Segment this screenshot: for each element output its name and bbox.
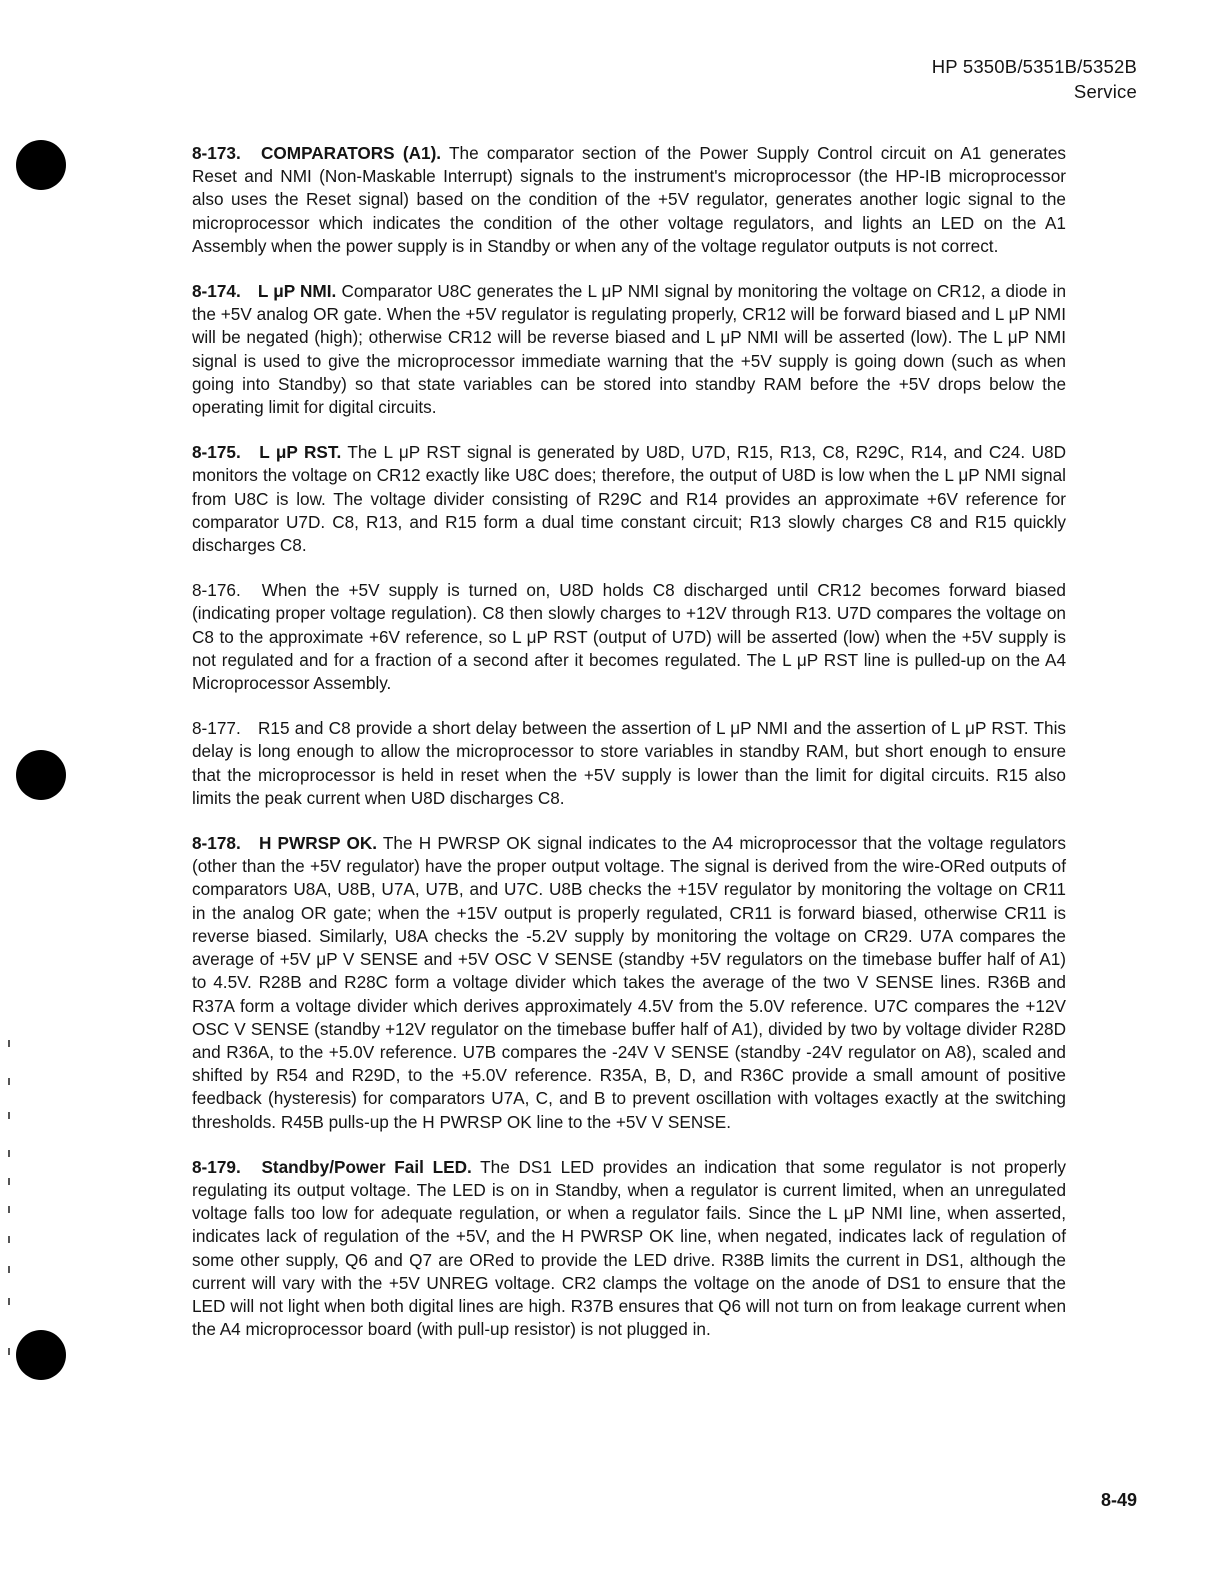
- paragraph-8-177: [192, 717, 1066, 810]
- paragraph-number: 8-177.: [192, 718, 241, 739]
- paragraph-title: H PWRSP OK.: [258, 833, 378, 854]
- paragraph-number: 8-175.: [192, 442, 241, 463]
- binder-hole: [16, 750, 66, 800]
- paragraph-number: 8-179.: [192, 1156, 241, 1177]
- margin-mark: [8, 1040, 10, 1047]
- binder-hole: [16, 140, 66, 190]
- page-header: [932, 54, 1137, 104]
- paragraph-8-179: [192, 1156, 1066, 1342]
- paragraph-text: The L μP RST signal is generated by U8D, U7D, R15, R13, C8, R29C, R14, and C24. U8D monitors the voltage on CR12 exactly like U8C does; therefore, the output of U8D is low when the L μP NMI signal from U8C is low. The voltage divider consisting of R29C and R14 provides an approximate +6V reference for comparator U7D. C8, R13, and R15 form a dual time constant circuit; R13 slowly charges C8 and R15 quickly discharges C8.: [192, 442, 1066, 556]
- binder-hole: [16, 1330, 66, 1380]
- paragraph-text: The DS1 LED provides an indication that some regulator is not properly regulating its output voltage. The LED is on in Standby, when a regulator is current limited, when an unregulated voltage falls too low for adequate regulation, or when a regulator fails. Since the L μP NMI line, when asserted, indicates lack of regulation of the +5V, and the H PWRSP OK line, when negated, indicates lack of regulation of some other supply, Q6 and Q7 are ORed to provide the LED drive. R38B limits the current in DS1, although the current will vary with the +5V UNREG voltage. CR2 clamps the voltage on the anode of DS1 to ensure that the LED will not light when both digital lines are high. R37B ensures that Q6 will not turn on from leakage current when the A4 microprocessor board (with pull-up resistor) is not plugged in.: [192, 1156, 1066, 1340]
- paragraph-title: COMPARATORS (A1).: [260, 143, 442, 163]
- paragraph-number: 8-176.: [192, 580, 241, 601]
- margin-mark: [8, 1178, 10, 1185]
- paragraph-number: 8-178.: [192, 833, 241, 854]
- margin-mark: [8, 1112, 10, 1119]
- paragraph-title: L μP RST.: [259, 442, 342, 463]
- margin-mark: [8, 1150, 10, 1157]
- paragraph-8-175: [192, 441, 1066, 557]
- paragraph-text: When the +5V supply is turned on, U8D holds C8 discharged until CR12 becomes forward biased (indicating proper voltage regulation). C8 then slowly charges to +12V through R13. U7D compares the voltage on C8 to the approximate +6V reference, so L μP RST (output of U7D) will be asserted (low) when the +5V supply is not regulated and for a fraction of a second after it becomes regulated. The L μP RST line is pulled-up on the A4 Microprocessor Assembly.: [192, 580, 1066, 694]
- paragraph-8-176: [192, 579, 1066, 695]
- paragraph-text: R15 and C8 provide a short delay between the assertion of L μP NMI and the assertion of L μP RST. This delay is long enough to allow the microprocessor to store variables in standby RAM, but short enough to ensure that the microprocessor is held in reset when the +5V supply is lower than the limit for digital circuits. R15 also limits the peak current when U8D discharges C8.: [192, 718, 1066, 808]
- header-section: Service: [1073, 81, 1137, 102]
- margin-mark: [8, 1266, 10, 1273]
- paragraph-title: L μP NMI.: [257, 281, 337, 302]
- margin-mark: [8, 1348, 10, 1355]
- margin-mark: [8, 1298, 10, 1305]
- body-text: [192, 142, 1066, 1363]
- paragraph-text: Comparator U8C generates the L μP NMI signal by monitoring the voltage on CR12, a diode in the +5V analog OR gate. When the +5V regulator is regulating properly, CR12 will be forward biased and L μP NMI will be negated (high); otherwise CR12 will be reverse biased and L μP NMI will be asserted (low). The L μP NMI signal is used to give the microprocessor immediate warning that the +5V supply is going down (such as when going into Standby) so that state variables can be stored into standby RAM before the +5V drops below the operating limit for digital circuits.: [192, 281, 1067, 418]
- paragraph-8-173: [192, 142, 1066, 258]
- margin-mark: [8, 1078, 10, 1085]
- margin-mark: [8, 1236, 10, 1243]
- paragraph-8-178: [192, 832, 1066, 1134]
- page-number: 8-49: [1100, 1490, 1137, 1510]
- paragraph-number: 8-173.: [192, 143, 241, 163]
- header-model: HP 5350B/5351B/5352B: [931, 56, 1137, 77]
- paragraph-text: The H PWRSP OK signal indicates to the A4 microprocessor that the voltage regulators (other than the +5V regulator) have the proper output voltage. The signal is derived from the wire-ORed outputs of comparators U8A, U8B, U7A, U7B, and U7C. U8B checks the +15V regulator by monitoring the voltage on CR11 in the analog OR gate; when the +15V output is properly regulated, CR11 is forward biased, otherwise CR11 is reverse biased. Similarly, U8A checks the -5.2V supply by monitoring the voltage on CR29. U7A compares the average of +5V μP V SENSE and +5V OSC V SENSE (standby +5V regulators on the timebase buffer half of A1) to 4.5V. R28B and R28C form a voltage divider which takes the average of the two V SENSE lines. R36B and R37A form a voltage divider which derives approximately 4.5V from the 5.0V reference. U7C compares the +12V OSC V SENSE (standby +12V regulator on the timebase buffer half of A1), divided by two by voltage divider R28D and R36A, to the +5.0V reference. U7B compares the -24V V SENSE (standby -24V regulator on A8), scaled and shifted by R54 and R29D, to the +5.0V reference. R35A, B, D, and R36C provide a small amount of positive feedback (hysteresis) for comparators U7A, C, and B to prevent oscillation with voltages exactly at the switching thresholds. R45B pulls-up the H PWRSP OK line to the +5V V SENSE.: [192, 833, 1066, 1132]
- paragraph-title: Standby/Power Fail LED.: [261, 1156, 472, 1177]
- paragraph-8-174: [192, 280, 1066, 419]
- paragraph-number: 8-174.: [192, 281, 241, 302]
- margin-mark: [8, 1206, 10, 1213]
- paragraph-text: The comparator section of the Power Supply Control circuit on A1 generates Reset and NMI (Non-Maskable Interrupt) signals to the instrument's microprocessor (the HP-IB microprocessor also uses the Reset signal) based on the condition of the +5V regulator, generates another logic signal to the microprocessor which indicates the condition of the other voltage regulators, and lights an LED on the A1 Assembly when the power supply is in Standby or when any of the voltage regulator outputs is not correct.: [192, 143, 1067, 256]
